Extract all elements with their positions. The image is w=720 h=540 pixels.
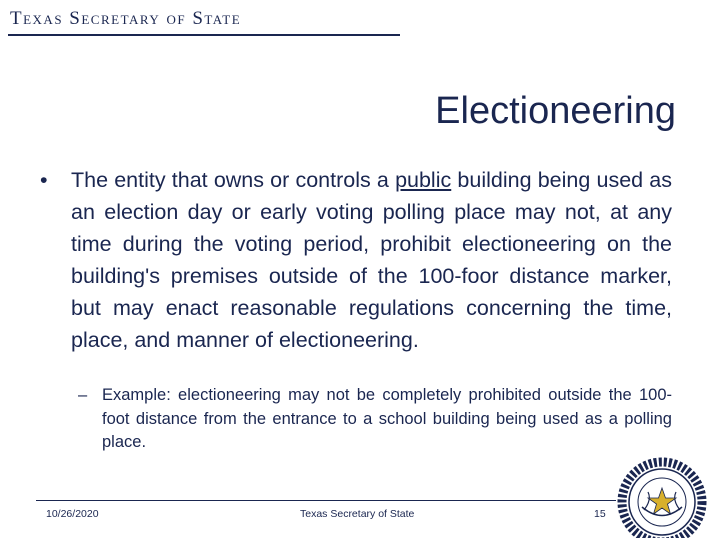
footer-date: 10/26/2020 [46,508,99,520]
header-title: Texas Secretary of State [10,8,242,29]
bullet-marker: • [40,168,48,192]
bullet-text-start: The entity that owns or controls a [71,168,396,192]
texas-state-seal-icon [612,452,710,538]
slide-title: Electioneering [435,90,676,132]
main-bullet [40,164,672,356]
header-divider [8,34,400,36]
main-bullet-text [71,164,672,356]
bullet-underlined-word: public [395,168,452,192]
sub-bullet [78,384,672,455]
sub-bullet-text: Example: electioneering may not be completely prohibited outside the 100-foot distance from the entrance to a school building being used as a polling place. [102,386,672,451]
footer-center-text: Texas Secretary of State [300,508,415,520]
footer-divider [36,500,616,501]
bullet-text-end: building being used as an election day or early voting polling place may not, at any time during the voting period, prohibit electioneering on the building's premises outside of the 100-foor distance marker, but may enact reasonable regulations concerning the time, place, and manner of electioneering. [71,168,672,352]
sub-bullet-marker: – [78,386,88,404]
slide-number: 15 [594,508,606,520]
